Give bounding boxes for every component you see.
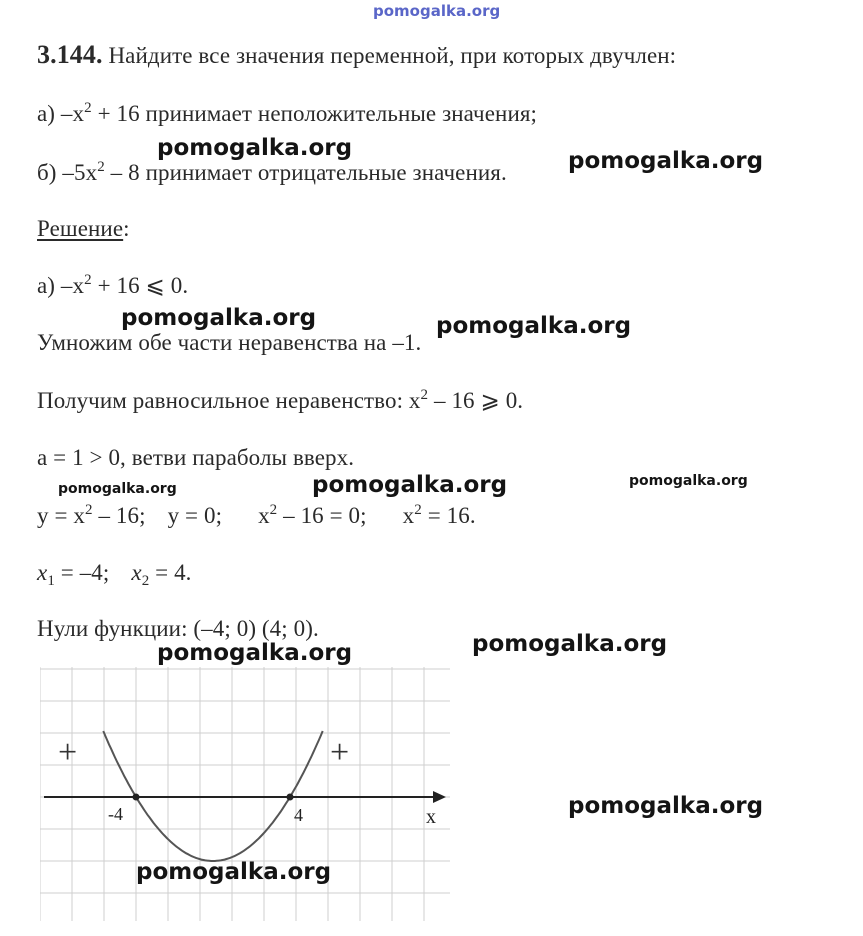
root2-val: = 4. — [149, 560, 192, 585]
part-b-prefix: б) –5x — [37, 160, 98, 185]
equiv-exp: 2 — [420, 387, 429, 403]
x-axis-arrow — [433, 791, 446, 803]
func-y-prefix: y = x — [37, 503, 85, 528]
zeros-line: Нули функции: (–4; 0) (4; 0). — [37, 616, 319, 641]
func-eq-exp: 2 — [269, 502, 278, 518]
root-point-left — [133, 794, 140, 801]
solution-heading-text: Решение — [37, 216, 124, 241]
top-watermark: pomogalka.org — [373, 2, 501, 20]
func-sq-rest: = 16. — [421, 503, 476, 528]
ineq-a-prefix: а) –x — [37, 273, 85, 298]
func-eq-rest: – 16 = 0; — [277, 503, 367, 528]
func-y-rest: – 16; — [92, 503, 146, 528]
ineq-a-exp: 2 — [84, 272, 92, 288]
roots-line — [37, 560, 192, 589]
problem-number: 3.144. — [37, 40, 103, 69]
watermark: pomogalka.org — [157, 135, 353, 161]
part-a-text — [37, 101, 537, 127]
func-sq-exp: 2 — [414, 502, 422, 518]
branches-text: a = 1 > 0, ветви параболы вверх. — [37, 445, 355, 470]
solution-heading — [37, 216, 130, 242]
root2-var: x — [131, 560, 142, 585]
func-y-exp: 2 — [84, 502, 93, 518]
multiply-step: Умножим обе части неравенства на –1. — [37, 330, 422, 355]
watermark: pomogalka.org — [472, 631, 668, 657]
func-y-zero: y = 0; — [167, 503, 223, 528]
inequality-a — [37, 273, 188, 299]
watermark: pomogalka.org — [312, 472, 508, 498]
root-label-left: -4 — [108, 804, 123, 824]
func-sq-prefix: x — [402, 503, 415, 528]
part-b-rest: – 8 принимает отрицательные значения. — [104, 160, 507, 185]
part-a-rest: + 16 принимает неположительные значения; — [91, 101, 538, 126]
func-eq-prefix: x — [258, 503, 270, 528]
watermark: pomogalka.org — [629, 473, 748, 489]
problem-header — [37, 40, 676, 70]
root-label-right: 4 — [294, 805, 303, 825]
root-point-right — [287, 794, 294, 801]
watermark: pomogalka.org — [436, 313, 632, 339]
part-a-prefix: а) –x — [37, 101, 85, 126]
problem-statement: Найдите все значения переменной, при которых двучлен: — [108, 43, 677, 68]
equiv-prefix: Получим равносильное неравенство: x — [37, 388, 421, 413]
ineq-a-rest: + 16 ⩽ 0. — [91, 273, 189, 298]
plus-sign-left: + — [58, 734, 78, 771]
root2-sub: 2 — [141, 573, 150, 589]
part-b-exp: 2 — [97, 159, 105, 175]
solution-colon: : — [123, 216, 130, 241]
equivalent-inequality — [37, 388, 523, 414]
watermark: pomogalka.org — [58, 481, 177, 497]
watermark: pomogalka.org — [157, 640, 353, 666]
root1-sub: 1 — [47, 573, 55, 589]
function-line — [37, 503, 476, 529]
watermark: pomogalka.org — [568, 793, 764, 819]
axis-label-x: x — [426, 806, 436, 828]
watermark: pomogalka.org — [568, 148, 764, 174]
root1-val: = –4; — [54, 560, 110, 585]
plus-sign-right: + — [330, 734, 350, 771]
watermark: pomogalka.org — [136, 859, 332, 885]
part-b-text — [37, 160, 507, 186]
watermark: pomogalka.org — [121, 305, 317, 331]
part-a-exp: 2 — [84, 100, 92, 116]
root1-var: x — [37, 560, 48, 585]
equiv-rest: – 16 ⩾ 0. — [428, 388, 524, 413]
